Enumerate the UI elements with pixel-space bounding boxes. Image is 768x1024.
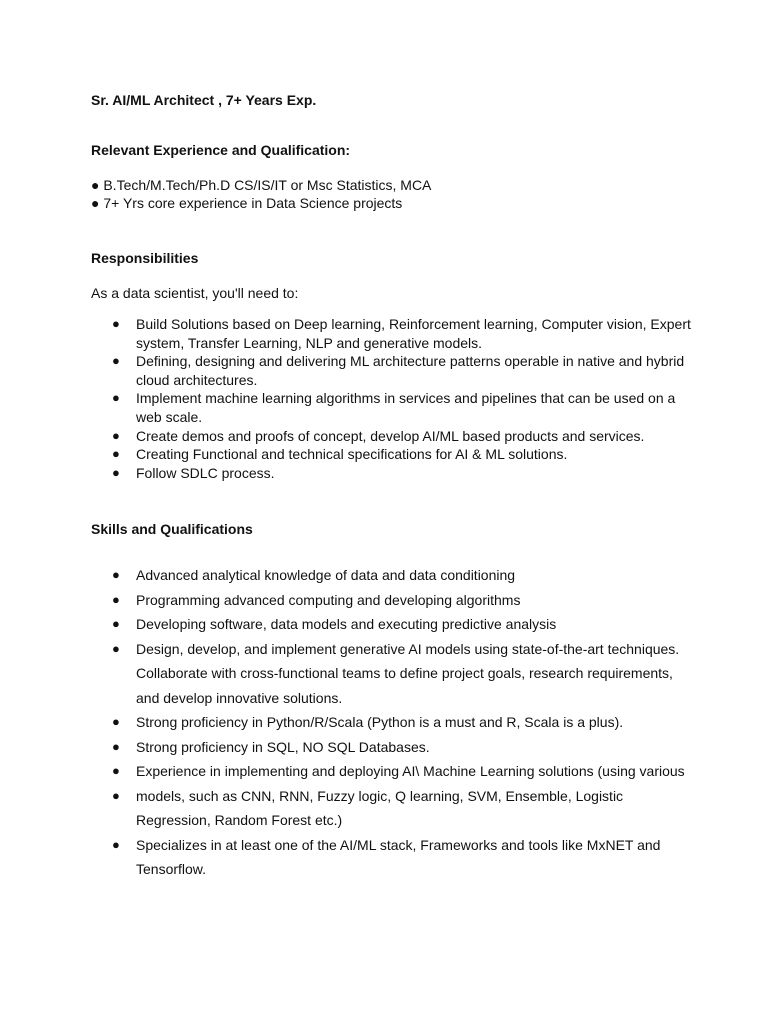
list-item-text: Implement machine learning algorithms in services and pipelines that can be used on a web scale. — [136, 390, 676, 425]
bullet-icon: ● — [112, 640, 120, 656]
skills-list — [0, 563, 696, 882]
list-item-text: Defining, designing and delivering ML architecture patterns operable in native and hybrid cloud architectures. — [136, 353, 685, 388]
list-item — [0, 315, 696, 352]
list-item — [0, 612, 696, 637]
bullet-icon: ● — [112, 567, 120, 582]
list-item-text: Experience in implementing and deploying AI\ Machine Learning solutions (using various — [136, 763, 685, 779]
list-item — [0, 759, 696, 784]
responsibilities-heading: Responsibilities — [91, 250, 199, 266]
list-item — [0, 588, 696, 613]
list-item — [0, 833, 696, 882]
list-item-text: models, such as CNN, RNN, Fuzzy logic, Q learning, SVM, Ensemble, Logistic Regression, Random Forest etc.) — [136, 787, 624, 828]
skills-heading: Skills and Qualifications — [91, 521, 253, 537]
list-item — [0, 427, 696, 446]
bullet-icon: ● — [112, 591, 120, 607]
relevant-experience-heading: Relevant Experience and Qualification: — [91, 142, 351, 158]
list-item — [0, 637, 696, 711]
list-item-text: Programming advanced computing and developing algorithms — [136, 591, 521, 608]
list-item — [0, 389, 696, 426]
bullet-icon: ● — [112, 353, 120, 369]
list-item-text: Build Solutions based on Deep learning, Reinforcement learning, Computer vision, Expert system, Transfer Learning, NLP and generative models. — [136, 316, 691, 351]
bullet-icon: ● — [112, 464, 120, 480]
list-item — [0, 784, 696, 833]
bullet-icon: ● — [112, 390, 120, 406]
bullet-icon: ● — [112, 316, 120, 331]
bullet-icon: ● — [112, 763, 120, 778]
list-item-text: Design, develop, and implement generative AI models using state-of-the-art techniques. Collaborate with cross-functional teams to define project goals, research requirements, and develop innovative solutions. — [136, 640, 680, 706]
bullet-icon: ● — [112, 446, 120, 462]
list-item-text: Developing software, data models and executing predictive analysis — [136, 616, 557, 632]
list-item — [0, 735, 696, 760]
list-item — [0, 710, 696, 735]
list-item — [0, 352, 696, 389]
job-title: Sr. AI/ML Architect , 7+ Years Exp. — [91, 92, 317, 108]
list-item — [0, 445, 696, 464]
qualification-item: ● 7+ Yrs core experience in Data Science projects — [91, 195, 403, 211]
list-item-text: Specializes in at least one of the AI/ML stack, Frameworks and tools like MxNET and Tensorflow. — [136, 836, 661, 877]
list-item — [0, 563, 696, 588]
responsibilities-list — [0, 315, 696, 482]
list-item-text: Creating Functional and technical specifications for AI & ML solutions. — [136, 446, 568, 463]
list-item-text: Follow SDLC process. — [136, 464, 275, 481]
list-item-text: Advanced analytical knowledge of data and data conditioning — [136, 567, 516, 583]
responsibilities-intro: As a data scientist, you'll need to: — [91, 285, 299, 301]
list-item-text: Strong proficiency in SQL, NO SQL Databases. — [136, 738, 430, 755]
list-item-text: Strong proficiency in Python/R/Scala (Python is a must and R, Scala is a plus). — [136, 714, 624, 730]
list-item — [0, 464, 696, 483]
bullet-icon: ● — [112, 714, 120, 729]
bullet-icon: ● — [112, 836, 120, 852]
bullet-icon: ● — [112, 738, 120, 754]
list-item-text: Create demos and proofs of concept, develop AI/ML based products and services. — [136, 427, 645, 444]
bullet-icon: ● — [112, 616, 120, 631]
bullet-icon: ● — [112, 427, 120, 443]
qualification-item: ● B.Tech/M.Tech/Ph.D CS/IS/IT or Msc Statistics, MCA — [91, 177, 432, 193]
bullet-icon: ● — [112, 787, 120, 803]
